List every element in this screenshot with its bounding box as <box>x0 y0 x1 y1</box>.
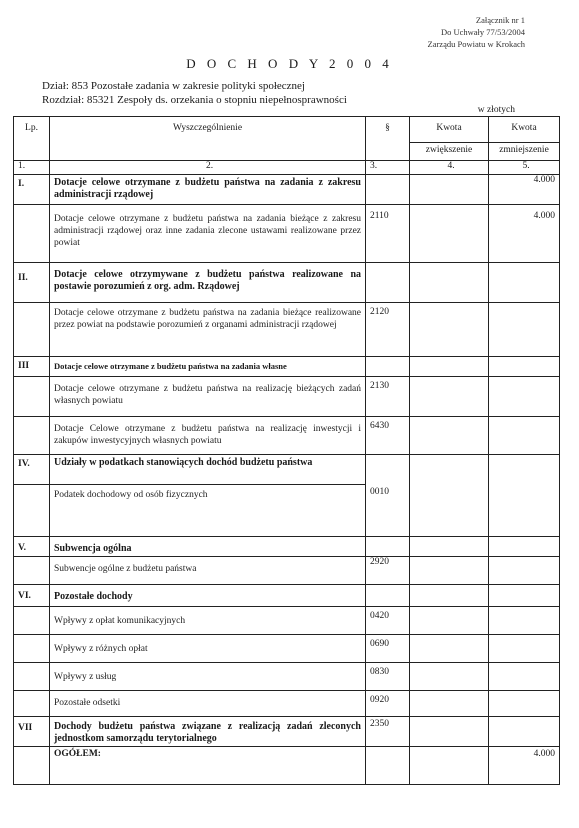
table-row <box>14 537 560 557</box>
row-title: Udziały w podatkach stanowiących dochód budżetu państwa <box>54 457 313 468</box>
row-paragraph: 2920 <box>366 557 410 585</box>
row-lp: VII <box>14 717 50 747</box>
table-row <box>14 663 560 691</box>
row-description: Subwencje ogólne z budżetu państwa <box>54 564 197 574</box>
table-row <box>14 417 560 455</box>
table-row <box>14 377 560 417</box>
table-header-row <box>14 117 560 143</box>
attachment-header <box>428 14 525 50</box>
row-paragraph: 0690 <box>366 635 410 663</box>
row-paragraph: 0920 <box>366 691 410 717</box>
dzial-label: Dział: 853 Pozostałe zadania w zakresie polityki społecznej <box>42 80 305 92</box>
row-lp: II. <box>14 263 50 303</box>
row-title: Dotacje celowe otrzymane z budżetu państwa na zadania z zakresu administracji rządowej <box>54 177 361 200</box>
total-label: OGÓŁEM: <box>50 747 366 785</box>
income-table <box>13 116 560 785</box>
attachment-line-2: Do Uchwały 77/53/2004 <box>440 27 525 37</box>
row-paragraph: 2120 <box>366 303 410 357</box>
attachment-line-1: Załącznik nr 1 <box>475 15 525 25</box>
header-decrease-sub: zmniejszenie <box>489 143 560 161</box>
row-lp: IV. <box>14 455 50 485</box>
row-description: Dotacje celowe otrzymane z budżetu państwa na realizację bieżących zadań własnych powiatu <box>54 384 361 406</box>
unit-label: w złotych <box>477 105 515 115</box>
column-number: 4. <box>410 161 489 175</box>
row-paragraph: 6430 <box>366 417 410 455</box>
row-decrease-amount: 4.000 <box>489 205 560 263</box>
column-number: 1. <box>14 161 50 175</box>
row-lp: V. <box>14 537 50 557</box>
column-number: 5. <box>489 161 560 175</box>
attachment-line-3: Zarządu Powiatu w Krokach <box>427 39 525 49</box>
rozdzial-label: Rozdział: 85321 Zespoły ds. orzekania o stopniu niepełnosprawności <box>42 94 347 106</box>
row-title: Dotacje celowe otrzymane z budżetu państwa na zadania własne <box>54 361 287 371</box>
row-description: Wpływy z opłat komunikacyjnych <box>54 616 186 626</box>
row-paragraph: 2110 <box>366 205 410 263</box>
row-lp: VI. <box>14 585 50 607</box>
row-description: Dotacje Celowe otrzymane z budżetu państwa na realizację inwestycji i zakupów inwestycyjnych własnych powiatu <box>54 424 361 446</box>
table-row <box>14 175 560 205</box>
row-description: Pozostałe odsetki <box>54 698 121 708</box>
row-paragraph: 2130 <box>366 377 410 417</box>
row-lp: I. <box>14 175 50 205</box>
row-decrease-amount: 4.000 <box>489 175 560 205</box>
header-amount-decrease: Kwota <box>489 117 560 143</box>
row-title: Dochody budżetu państwa związane z realizacją zadań zleconych jednostkom samorządu terytorialnego <box>54 721 361 744</box>
row-title: Pozostałe dochody <box>54 591 133 602</box>
header-description: Wyszczególnienie <box>50 117 366 161</box>
table-row <box>14 357 560 377</box>
table-row <box>14 691 560 717</box>
table-row <box>14 585 560 607</box>
header-increase-sub: zwiększenie <box>410 143 489 161</box>
row-description: Podatek dochodowy od osób fizycznych <box>54 490 208 500</box>
column-number: 2. <box>50 161 366 175</box>
row-paragraph: 0010 <box>366 455 410 537</box>
row-lp: III <box>14 357 50 377</box>
row-description: Wpływy z różnych opłat <box>54 644 148 654</box>
column-number-row <box>14 161 560 175</box>
row-paragraph: 0420 <box>366 607 410 635</box>
table-row <box>14 635 560 663</box>
row-paragraph: 0830 <box>366 663 410 691</box>
header-paragraph: § <box>366 117 410 161</box>
header-amount-increase: Kwota <box>410 117 489 143</box>
column-number: 3. <box>366 161 410 175</box>
header-lp: Lp. <box>14 117 50 161</box>
row-title: Subwencja ogólna <box>54 543 132 554</box>
table-total-row <box>14 747 560 785</box>
document-title: D O C H O D Y 2 0 0 4 <box>186 56 393 71</box>
table-row <box>14 557 560 585</box>
table-row <box>14 607 560 635</box>
row-title: Dotacje celowe otrzymywane z budżetu państwa realizowane na postawie porozumień z org. adm. Rządowej <box>54 269 361 292</box>
row-paragraph: 2350 <box>366 717 410 747</box>
row-description: Dotacje celowe otrzymane z budżetu państwa na zadania bieżące z zakresu administracji rządowej oraz inne zadania zlecone ustawami realizowane przez powiat <box>54 214 361 248</box>
table-row <box>14 263 560 303</box>
section-heading <box>42 79 347 107</box>
table-row <box>14 455 560 485</box>
table-row <box>14 717 560 747</box>
table-row <box>14 205 560 263</box>
table-row <box>14 303 560 357</box>
row-description: Dotacje celowe otrzymane z budżetu państwa na zadania bieżące realizowane przez powiat na podstawie porozumień z organami administracji rządowej <box>54 308 361 330</box>
total-decrease-amount: 4.000 <box>489 747 560 785</box>
row-description: Wpływy z usług <box>54 672 117 682</box>
